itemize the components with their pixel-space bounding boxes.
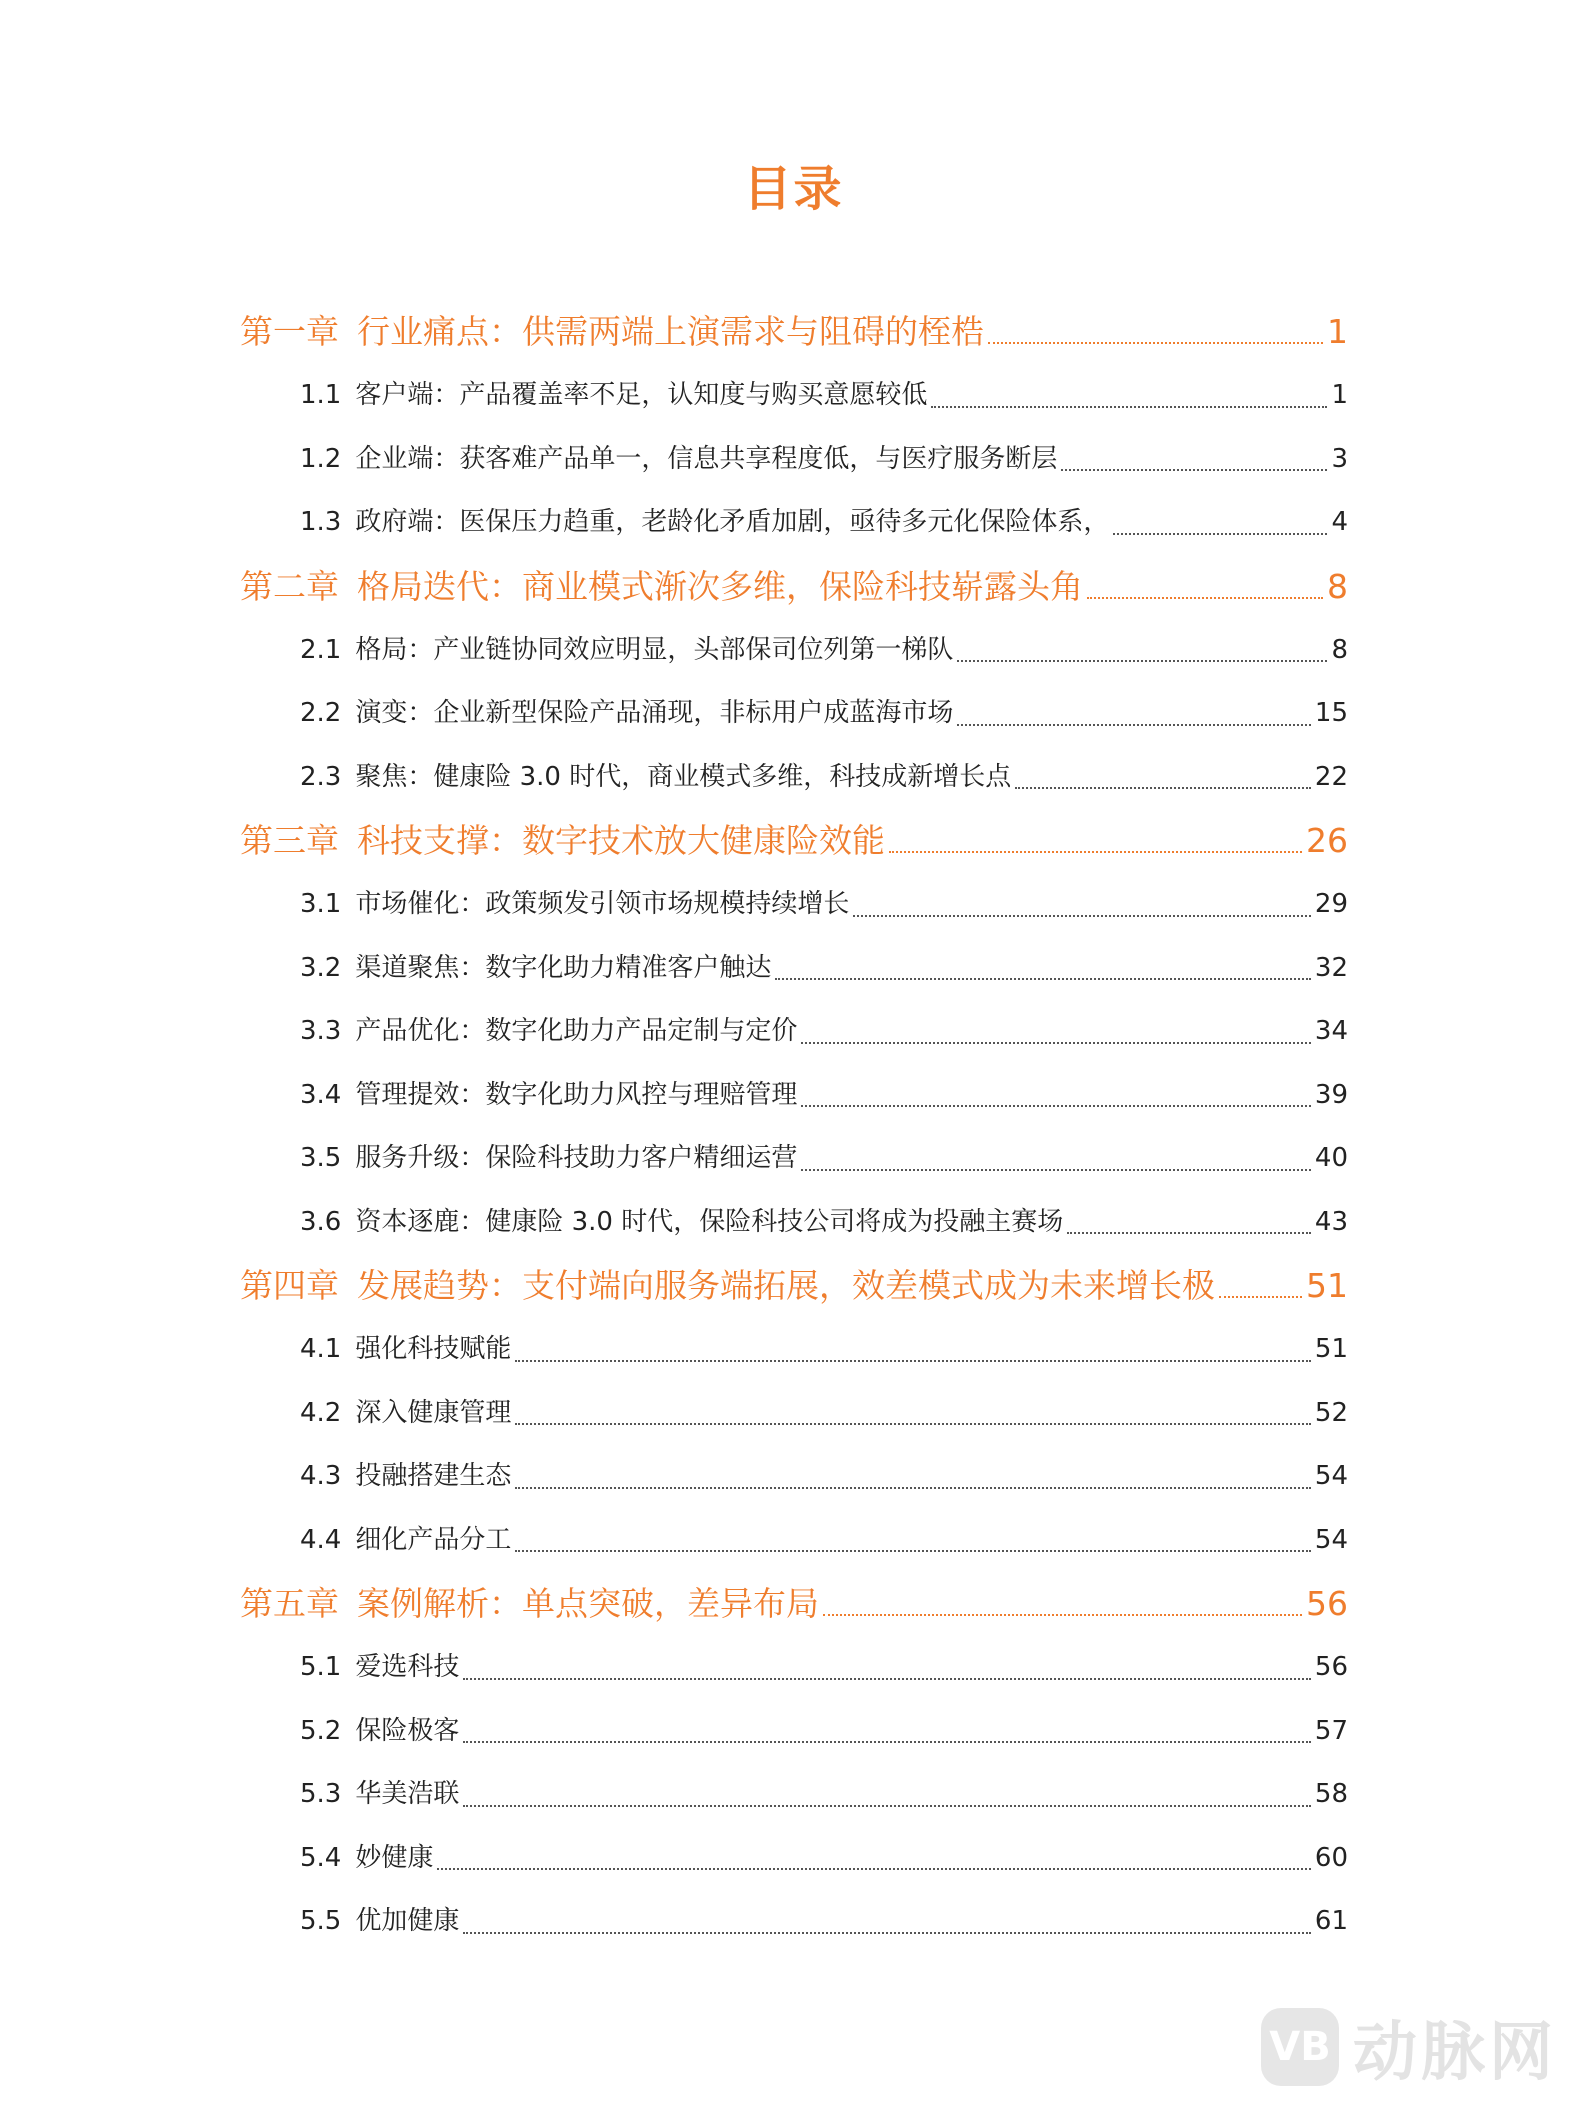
dot-leader xyxy=(889,851,1302,853)
toc-entry-title: 产品优化：数字化助力产品定制与定价 xyxy=(355,1016,798,1046)
toc-entry-page-number: 15 xyxy=(1314,698,1348,728)
toc-entry-number: 4.3 xyxy=(300,1461,342,1491)
toc-entry-page-number: 43 xyxy=(1314,1206,1348,1237)
toc-section-entry[interactable] xyxy=(240,1890,1348,1954)
dot-leader xyxy=(931,406,1327,408)
toc-entry-title: 科技支撑：数字技术放大健康险效能 xyxy=(357,821,885,860)
toc-entry-title: 资本逐鹿：健康险 3.0 时代，保险科技公司将成为投融主赛场 xyxy=(355,1206,1064,1237)
toc-chapter-entry[interactable] xyxy=(240,300,1348,364)
toc-entry-title: 发展趋势：支付端向服务端拓展，效差模式成为未来增长极 xyxy=(357,1266,1215,1305)
toc-entry-title: 强化科技赋能 xyxy=(355,1334,512,1364)
toc-entry-title: 渠道聚焦：数字化助力精准客户触达 xyxy=(355,952,772,983)
toc-entry-page-number: 60 xyxy=(1314,1842,1348,1873)
toc-entry-title: 华美浩联 xyxy=(355,1779,460,1809)
dot-leader xyxy=(957,724,1311,726)
toc-entry-number: 5.3 xyxy=(300,1779,342,1809)
toc-entry-number: 第四章 xyxy=(240,1266,339,1305)
toc-entry-number: 2.3 xyxy=(300,761,342,792)
toc-entry-number: 2.2 xyxy=(300,698,342,728)
toc-section-entry[interactable] xyxy=(240,1191,1348,1255)
toc-entry-page-number: 57 xyxy=(1314,1715,1348,1746)
toc-section-entry[interactable] xyxy=(240,1763,1348,1827)
toc-entry-number: 2.1 xyxy=(300,634,342,665)
toc-entry-title: 客户端：产品覆盖率不足，认知度与购买意愿较低 xyxy=(355,380,928,410)
toc-section-entry[interactable] xyxy=(240,1636,1348,1700)
dot-leader xyxy=(853,915,1311,917)
toc-chapter-entry[interactable] xyxy=(240,1254,1348,1318)
toc-section-entry[interactable] xyxy=(240,1509,1348,1573)
toc-entry-number: 5.2 xyxy=(300,1715,342,1746)
dot-leader xyxy=(1067,1232,1311,1234)
toc-entry-page-number: 4 xyxy=(1331,507,1348,537)
toc-entry-number: 1.3 xyxy=(300,507,342,537)
toc-entry-title: 格局：产业链协同效应明显，头部保司位列第一梯队 xyxy=(355,634,954,665)
toc-entry-title: 市场催化：政策频发引领市场规模持续增长 xyxy=(355,889,850,919)
dot-leader xyxy=(515,1550,1311,1552)
toc-section-entry[interactable] xyxy=(240,873,1348,937)
toc-entry-number: 5.1 xyxy=(300,1652,342,1682)
toc-section-entry[interactable] xyxy=(240,428,1348,492)
toc-entry-page-number: 58 xyxy=(1314,1779,1348,1809)
toc-entry-number: 3.3 xyxy=(300,1016,342,1046)
toc-section-entry[interactable] xyxy=(240,364,1348,428)
watermark-text: 动脉网 xyxy=(1353,2016,1557,2090)
toc-entry-title: 管理提效：数字化助力风控与理赔管理 xyxy=(355,1079,798,1110)
toc-section-entry[interactable] xyxy=(240,1382,1348,1446)
toc-entry-page-number: 8 xyxy=(1327,566,1348,606)
toc-section-entry[interactable] xyxy=(240,937,1348,1001)
toc-entry-number: 3.5 xyxy=(300,1143,342,1173)
dot-leader xyxy=(515,1487,1311,1489)
toc-entry-page-number: 1 xyxy=(1331,380,1348,410)
toc-entry-title: 保险极客 xyxy=(355,1715,460,1746)
toc-entry-number: 3.2 xyxy=(300,952,342,983)
dot-leader xyxy=(463,1741,1311,1743)
dot-leader xyxy=(1015,787,1311,789)
dot-leader xyxy=(1113,533,1327,535)
toc-entry-page-number: 26 xyxy=(1306,821,1348,860)
toc-entry-number: 4.1 xyxy=(300,1334,342,1364)
toc-entry-number: 第二章 xyxy=(240,566,339,606)
toc-entry-page-number: 34 xyxy=(1314,1016,1348,1046)
dot-leader xyxy=(437,1868,1311,1870)
dot-leader xyxy=(801,1042,1311,1044)
toc-entry-title: 妙健康 xyxy=(355,1842,434,1873)
toc-entry-page-number: 51 xyxy=(1306,1266,1348,1305)
toc-entry-number: 1.1 xyxy=(300,380,342,410)
toc-entry-title: 企业端：获客难产品单一，信息共享程度低，与医疗服务断层 xyxy=(355,443,1058,474)
toc-entry-page-number: 56 xyxy=(1314,1652,1348,1682)
toc-chapter-entry[interactable] xyxy=(240,555,1348,619)
toc-entry-title: 细化产品分工 xyxy=(355,1524,512,1555)
toc-section-entry[interactable] xyxy=(240,1700,1348,1764)
page-title: 目录 xyxy=(743,161,844,217)
toc-entry-page-number: 29 xyxy=(1314,889,1348,919)
dot-leader xyxy=(775,978,1311,980)
toc-entry-page-number: 61 xyxy=(1314,1906,1348,1936)
toc-section-entry[interactable] xyxy=(240,746,1348,810)
toc-section-entry[interactable] xyxy=(240,1064,1348,1128)
toc-entry-number: 3.4 xyxy=(300,1079,342,1110)
dot-leader xyxy=(463,1805,1311,1807)
toc-chapter-entry[interactable] xyxy=(240,809,1348,873)
toc-section-entry[interactable] xyxy=(240,1318,1348,1382)
toc-entry-number: 5.4 xyxy=(300,1842,342,1873)
toc-entry-title: 深入健康管理 xyxy=(355,1397,512,1428)
toc-entry-page-number: 54 xyxy=(1314,1461,1348,1491)
toc-section-entry[interactable] xyxy=(240,1000,1348,1064)
toc-chapter-entry[interactable] xyxy=(240,1572,1348,1636)
toc-entry-page-number: 52 xyxy=(1314,1397,1348,1428)
toc-section-entry[interactable] xyxy=(240,682,1348,746)
toc-entry-number: 5.5 xyxy=(300,1906,342,1936)
toc-section-entry[interactable] xyxy=(240,1127,1348,1191)
dot-leader xyxy=(823,1614,1302,1616)
toc-entry-number: 第一章 xyxy=(240,312,339,351)
toc-entry-title: 爱选科技 xyxy=(355,1652,460,1682)
dot-leader xyxy=(1219,1296,1302,1298)
toc-entry-title: 行业痛点：供需两端上演需求与阻碍的桎梏 xyxy=(357,312,984,351)
toc-entry-title: 投融搭建生态 xyxy=(355,1461,512,1491)
toc-entry-number: 3.1 xyxy=(300,889,342,919)
watermark xyxy=(1261,2001,1557,2093)
toc-entry-page-number: 56 xyxy=(1306,1584,1348,1623)
toc-entry-page-number: 22 xyxy=(1314,761,1348,792)
toc-entry-page-number: 40 xyxy=(1314,1143,1348,1173)
toc-entry-page-number: 1 xyxy=(1327,312,1348,351)
toc-entry-number: 4.2 xyxy=(300,1397,342,1428)
dot-leader xyxy=(988,342,1323,344)
toc-entry-number: 第五章 xyxy=(240,1584,339,1623)
toc-section-entry[interactable] xyxy=(240,619,1348,683)
toc-entry-page-number: 39 xyxy=(1314,1079,1348,1110)
toc-section-entry[interactable] xyxy=(240,1827,1348,1891)
dot-leader xyxy=(801,1169,1311,1171)
toc-entry-number: 4.4 xyxy=(300,1524,342,1555)
toc-entry-title: 案例解析：单点突破，差异布局 xyxy=(357,1584,819,1623)
dot-leader xyxy=(1087,597,1323,599)
toc-section-entry[interactable] xyxy=(240,491,1348,555)
toc-entry-title: 优加健康 xyxy=(355,1906,460,1936)
toc-entry-title: 服务升级：保险科技助力客户精细运营 xyxy=(355,1143,798,1173)
toc-entry-title: 演变：企业新型保险产品涌现，非标用户成蓝海市场 xyxy=(355,698,954,728)
dot-leader xyxy=(1061,469,1327,471)
dot-leader xyxy=(515,1360,1311,1362)
toc-entry-title: 政府端：医保压力趋重，老龄化矛盾加剧，亟待多元化保险体系， xyxy=(355,507,1110,537)
toc-entry-title: 聚焦：健康险 3.0 时代，商业模式多维，科技成新增长点 xyxy=(355,761,1012,792)
toc-entry-number: 3.6 xyxy=(300,1206,342,1237)
watermark-logo: VB xyxy=(1261,2008,1339,2086)
toc-entry-page-number: 51 xyxy=(1314,1334,1348,1364)
dot-leader xyxy=(463,1678,1311,1680)
toc-entry-title: 格局迭代：商业模式渐次多维，保险科技崭露头角 xyxy=(357,566,1083,606)
toc-entry-page-number: 3 xyxy=(1331,443,1348,474)
toc-entry-page-number: 32 xyxy=(1314,952,1348,983)
dot-leader xyxy=(957,660,1327,662)
table-of-contents xyxy=(240,300,1348,1954)
dot-leader xyxy=(515,1423,1311,1425)
toc-entry-number: 1.2 xyxy=(300,443,342,474)
dot-leader xyxy=(801,1105,1311,1107)
toc-entry-page-number: 8 xyxy=(1331,634,1348,665)
toc-section-entry[interactable] xyxy=(240,1445,1348,1509)
toc-entry-number: 第三章 xyxy=(240,821,339,860)
toc-entry-page-number: 54 xyxy=(1314,1524,1348,1555)
dot-leader xyxy=(463,1932,1311,1934)
